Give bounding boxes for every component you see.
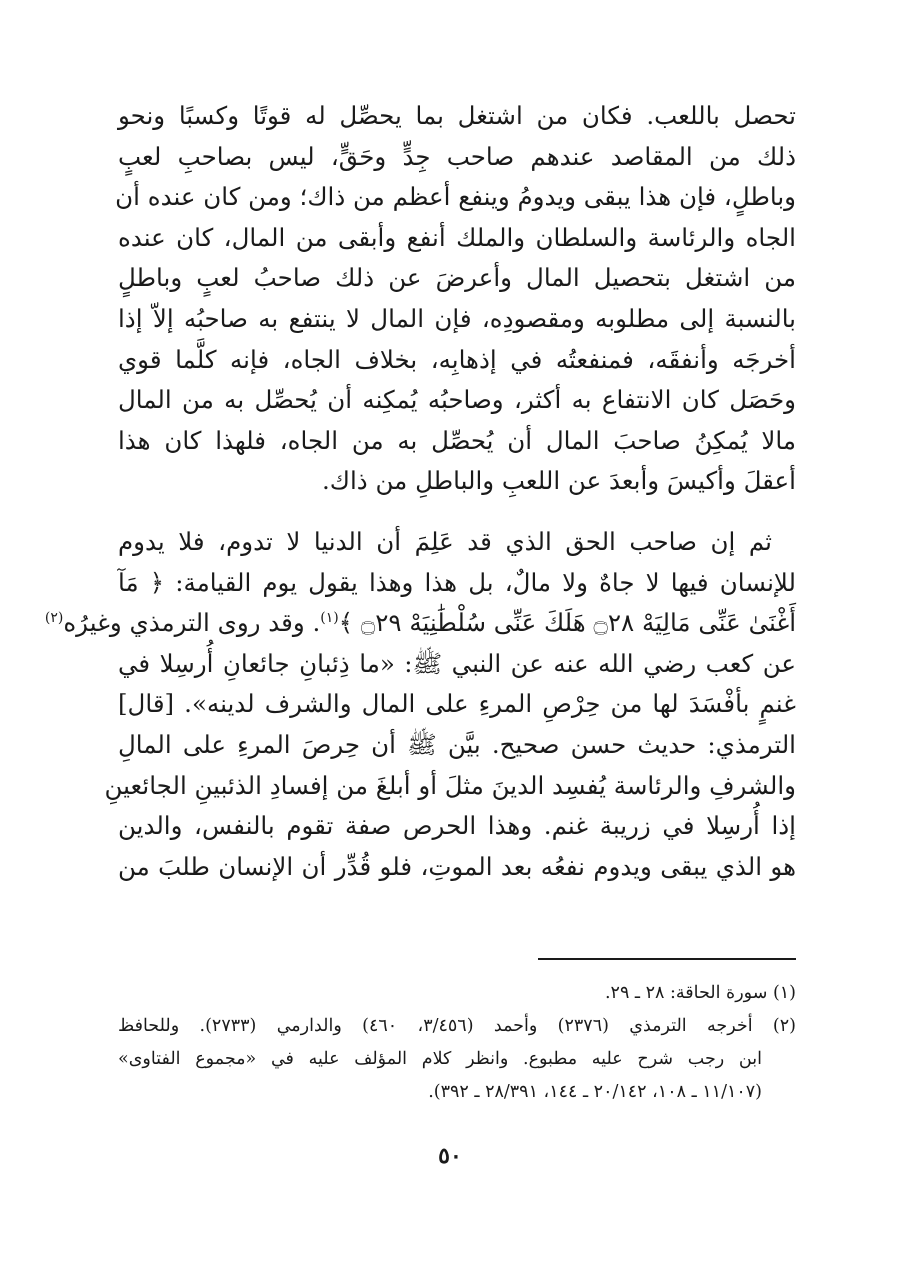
text-line: الترمذي: حديث حسن صحيح. بيَّن ﷺ أن حِرصَ المرءِ على المالِ xyxy=(118,729,796,759)
quran-line xyxy=(44,603,796,644)
text-line: من اشتغل بتحصيل المال وأعرضَ عن ذلك صاحبُ لعبٍ وباطلٍ xyxy=(118,263,796,293)
text-line: وحَصَل كان الانتفاع به أكثر، وصاحبُه يُمكِنه أن يُحصِّل به من المال xyxy=(118,385,796,415)
text-line: ثم إن صاحب الحق الذي قد عَلِمَ أن الدنيا لا تدوم، فلا يدوم xyxy=(118,526,772,556)
footnote-text: (١١/١٠٧ ـ ١٠٨، ٢٠/١٤٢ ـ ١٤٤، ٢٨/٣٩١ ـ ٣٩٢). xyxy=(428,1082,762,1102)
footnote-1 xyxy=(118,977,796,1010)
footnote-number: (٢) xyxy=(772,1016,796,1036)
text-line: مالا يُمكِنُ صاحبَ المال أن يُحصِّل به من الجاه، فلهذا كان هذا xyxy=(118,425,796,455)
paragraph-2 xyxy=(44,522,796,887)
text-line: وباطلٍ، فإن هذا يبقى ويدومُ وينفع أعظم من ذاك؛ ومن كان عنده أن xyxy=(115,182,796,212)
footnote-text: سورة الحاقة: ٢٨ ـ ٢٩. xyxy=(604,983,768,1003)
text-line: هو الذي يبقى ويدوم نفعُه بعد الموتِ، فلو قُدِّر أن الإنسان طلبَ من xyxy=(118,851,796,881)
footnote-number: (١) xyxy=(772,983,796,1003)
text-line: إذا أُرسِلا في زريبة غنم. وهذا الحرص صفة تقوم بالنفس، والدين xyxy=(118,811,796,841)
footnote-ref-2: (٢) xyxy=(44,610,64,627)
quran-verse: أَغْنَىٰ عَنِّى مَالِيَهْ ۝٢٨ هَلَكَ عَنِّى سُلْطَٰنِيَهْ ۝٢٩ ﴾ xyxy=(338,608,796,638)
text-line: بالنسبة إلى مطلوبه ومقصودِه، فإن المال لا ينتفع به صاحبُه إلاّ إذا xyxy=(118,303,796,333)
text-line: أعقلَ وأكيسَ وأبعدَ عن اللعبِ والباطلِ من ذاك. xyxy=(322,466,796,496)
page-number: ٥٠ xyxy=(438,1143,462,1169)
footnote-2 xyxy=(118,1010,796,1043)
footnotes xyxy=(118,977,796,1109)
paragraph-1 xyxy=(115,96,796,502)
footnote-divider xyxy=(538,958,796,960)
footnote-text: ابن رجب شرح عليه مطبوع. وانظر كلام المؤلف عليه في «مجموع الفتاوى» xyxy=(118,1049,762,1069)
footnote-ref-1: (١) xyxy=(320,610,339,627)
text-line: غنمٍ بأفْسَدَ لها من حِرْصِ المرءِ على المال والشرف لدينه». [قال] xyxy=(118,689,796,719)
text-line: والشرفِ والرئاسة يُفسِد الدينَ مثلَ أو أبلغَ من إفسادِ الذئبينِ الجائعينِ xyxy=(104,770,796,800)
text-line: للإنسان فيها لا جاهٌ ولا مالٌ، بل هذا وهذا يقول يوم القيامة: ﴿ مَآ xyxy=(118,567,796,597)
text-line: الجاه والرئاسة والسلطان والملك أنفع وأبقى من المال، كان عنده xyxy=(118,222,796,252)
text-fragment: . وقد روى الترمذي وغيرُه xyxy=(63,608,321,638)
footnote-text: أخرجه الترمذي (٢٣٧٦) وأحمد (٣/٤٥٦، ٤٦٠) والدارمي (٢٧٣٣). وللحافظ xyxy=(118,1016,753,1036)
text-line: تحصل باللعب. فكان من اشتغل بما يحصِّل له قوتًا وكسبًا ونحو xyxy=(118,101,796,130)
main-text xyxy=(44,96,796,887)
text-line: أخرجَه وأنفقَه، فمنفعتُه في إذهابِه، بخلاف الجاه، فإنه كلَّما قوي xyxy=(118,344,796,374)
text-line: عن كعب رضي الله عنه عن النبي ﷺ: «ما ذِئبانِ جائعانِ أُرسِلا في xyxy=(118,648,796,678)
text-line: ذلك من المقاصد عندهم صاحب جِدٍّ وحَقٍّ، ليس بصاحبِ لعبٍ xyxy=(118,141,796,171)
